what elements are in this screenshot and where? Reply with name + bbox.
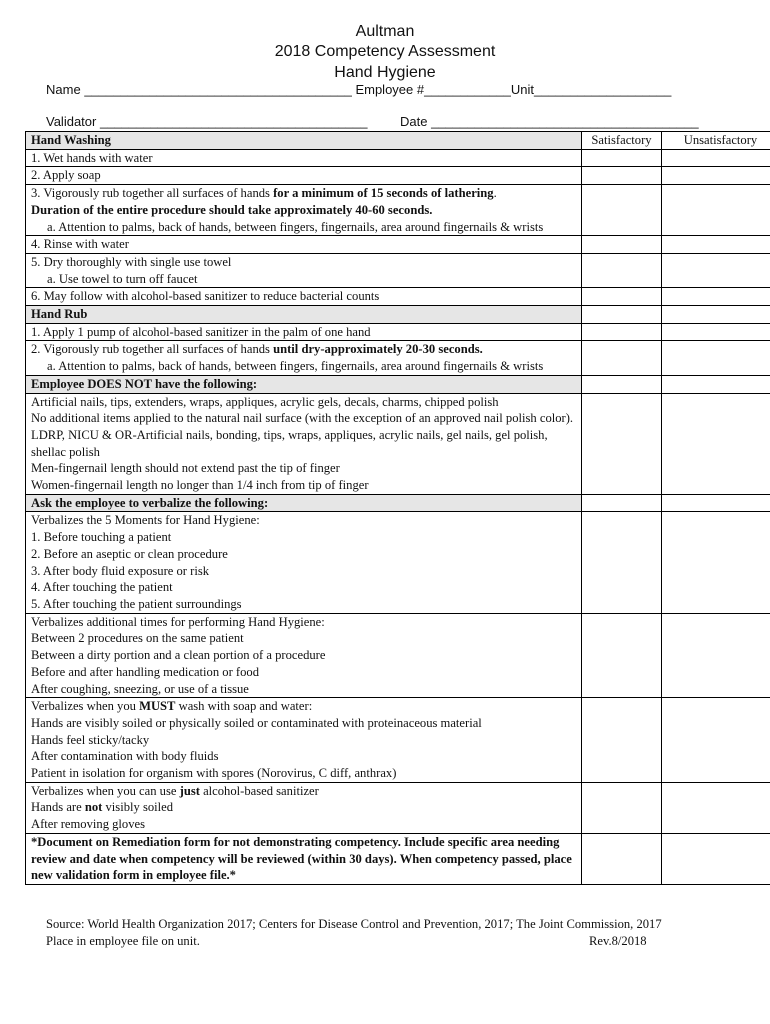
step-text: 1. Apply 1 pump of alcohol-based sanitizer in the palm of one hand <box>26 323 582 341</box>
satisfactory-cell[interactable] <box>582 185 662 236</box>
validator-field[interactable]: _____________________________________ <box>99 114 368 129</box>
table-row <box>26 393 770 494</box>
validator-row <box>46 114 699 129</box>
unit-label: Unit <box>510 82 534 97</box>
list-item: Between 2 procedures on the same patient <box>31 631 244 646</box>
file-instruction: Place in employee file on unit. <box>46 934 200 948</box>
list-item: Hands feel sticky/tacky <box>31 732 150 747</box>
list-item: 4. After touching the patient <box>31 580 173 595</box>
unsatisfactory-cell[interactable] <box>662 149 770 167</box>
moments-text <box>26 512 582 613</box>
table-row <box>26 323 770 341</box>
unsatisfactory-cell[interactable] <box>662 512 770 613</box>
step-text-part: . <box>493 186 497 201</box>
list-title: Verbalizes when you can use just alcohol-based sanitizer <box>31 783 319 798</box>
satisfactory-header: Satisfactory <box>582 132 662 150</box>
satisfactory-cell[interactable] <box>582 167 662 185</box>
unsatisfactory-cell[interactable] <box>662 236 770 254</box>
section-title: Employee DOES NOT have the following: <box>26 375 582 393</box>
table-row <box>26 341 770 375</box>
section-header-verbalize <box>26 494 770 512</box>
competency-table <box>25 131 770 885</box>
step-text: 2. Apply soap <box>26 167 582 185</box>
section-title: Ask the employee to verbalize the following: <box>26 494 582 512</box>
step-text-bold: Duration of the entire procedure should take approximately 40-60 seconds. <box>31 202 433 217</box>
step-text: 4. Rinse with water <box>26 236 582 254</box>
satisfactory-cell[interactable] <box>582 393 662 494</box>
step-text-bold: for a minimum of 15 seconds of lathering <box>273 186 494 201</box>
satisfactory-cell[interactable] <box>582 341 662 375</box>
list-item: No additional items applied to the natural nail surface (with the exception of an approved nail polish color). <box>31 411 574 426</box>
satisfactory-cell[interactable] <box>582 613 662 698</box>
step-subtext: a. Attention to palms, back of hands, between fingers, fingernails, area around fingernails & wrists <box>47 219 544 234</box>
section-title: Hand Washing <box>26 132 582 150</box>
requirements-text <box>26 393 582 494</box>
list-item: LDRP, NICU & OR-Artificial nails, bonding, tips, wraps, appliques, acrylic nails, gel nails, gel polish, shellac polish <box>31 427 548 459</box>
table-row <box>26 236 770 254</box>
satisfactory-cell[interactable] <box>582 323 662 341</box>
step-text-part: 3. Vigorously rub together all surfaces of hands <box>31 186 274 201</box>
step-text <box>26 341 582 375</box>
date-field[interactable]: _____________________________________ <box>431 114 699 129</box>
satisfactory-cell[interactable] <box>582 782 662 833</box>
table-row <box>26 613 770 698</box>
document-subtitle: Hand Hygiene <box>334 64 436 81</box>
list-item: 2. Before an aseptic or clean procedure <box>31 546 228 561</box>
list-title: Verbalizes the 5 Moments for Hand Hygiene: <box>31 513 260 528</box>
list-item: After contamination with body fluids <box>31 749 219 764</box>
list-item: 5. After touching the patient surroundings <box>31 596 242 611</box>
table-row <box>26 253 770 287</box>
table-row <box>26 782 770 833</box>
list-title: Verbalizes when you MUST wash with soap and water: <box>31 699 313 714</box>
unsatisfactory-cell[interactable] <box>662 782 770 833</box>
employee-field[interactable]: ____________ <box>424 82 511 97</box>
table-row <box>26 288 770 306</box>
unsatisfactory-cell[interactable] <box>662 833 770 884</box>
step-text <box>26 185 582 236</box>
list-item: Artificial nails, tips, extenders, wraps, appliques, acrylic gels, decals, charms, chipped polish <box>31 394 499 409</box>
list-item: Patient in isolation for organism with spores (Norovirus, C diff, anthrax) <box>31 766 397 781</box>
step-text: 1. Wet hands with water <box>26 149 582 167</box>
satisfactory-cell[interactable] <box>582 698 662 783</box>
step-text-bold: until dry-approximately 20-30 seconds. <box>273 342 483 357</box>
satisfactory-cell[interactable] <box>582 288 662 306</box>
list-item: Men-fingernail length should not extend past the tip of finger <box>31 461 340 476</box>
satisfactory-cell[interactable] <box>582 236 662 254</box>
list-item: 1. Before touching a patient <box>31 530 172 545</box>
unsatisfactory-cell[interactable] <box>662 341 770 375</box>
unsatisfactory-cell[interactable] <box>662 698 770 783</box>
list-item: After coughing, sneezing, or use of a tissue <box>31 681 249 696</box>
step-subtext: a. Use towel to turn off faucet <box>47 271 198 286</box>
sanitizer-text <box>26 782 582 833</box>
section-header-does-not <box>26 375 770 393</box>
name-field[interactable]: _____________________________________ <box>84 82 352 97</box>
remediation-note: *Document on Remediation form for not demonstrating competency. Include specific area needing review and date when competency will be reviewed (within 30 days). When competency passed, place new validation form in employee file.* <box>26 833 582 884</box>
table-row <box>26 185 770 236</box>
list-item: Hands are visibly soiled or physically soiled or contaminated with proteinaceous material <box>31 715 482 730</box>
soap-water-text <box>26 698 582 783</box>
list-item: Hands are not visibly soiled <box>31 800 174 815</box>
list-item: After removing gloves <box>31 817 146 832</box>
org-name: Aultman <box>355 23 415 40</box>
employee-label: Employee # <box>355 82 425 97</box>
section-title: Hand Rub <box>26 306 582 324</box>
table-row <box>26 149 770 167</box>
table-row <box>26 833 770 884</box>
unsatisfactory-cell[interactable] <box>662 393 770 494</box>
section-header-hand-rub <box>26 306 770 324</box>
satisfactory-cell[interactable] <box>582 833 662 884</box>
step-text: 6. May follow with alcohol-based sanitizer to reduce bacterial counts <box>26 288 582 306</box>
unsatisfactory-cell[interactable] <box>662 253 770 287</box>
unsatisfactory-cell[interactable] <box>662 613 770 698</box>
list-item: Before and after handling medication or food <box>31 664 260 679</box>
unsatisfactory-cell[interactable] <box>662 185 770 236</box>
section-header-hand-washing <box>26 132 770 150</box>
list-item: Between a dirty portion and a clean portion of a procedure <box>31 648 326 663</box>
document-title: 2018 Competency Assessment <box>274 43 496 60</box>
unsatisfactory-cell[interactable] <box>662 323 770 341</box>
list-item: 3. After body fluid exposure or risk <box>31 563 210 578</box>
step-text-part: 5. Dry thoroughly with single use towel <box>31 254 232 269</box>
step-subtext: a. Attention to palms, back of hands, between fingers, fingernails, area around fingernails & wrists <box>47 359 544 374</box>
satisfactory-cell[interactable] <box>582 149 662 167</box>
additional-times-text <box>26 613 582 698</box>
satisfactory-cell[interactable] <box>582 253 662 287</box>
source-citation: Source: World Health Organization 2017; Centers for Disease Control and Prevention, 2017; The Joint Commission, 2017 <box>46 917 662 931</box>
unit-field[interactable]: ___________________ <box>534 82 672 97</box>
table-row <box>26 698 770 783</box>
list-title: Verbalizes additional times for performing Hand Hygiene: <box>31 614 325 629</box>
step-text-part: 2. Vigorously rub together all surfaces of hands <box>31 342 274 357</box>
unsatisfactory-cell[interactable] <box>662 167 770 185</box>
date-label: Date <box>400 114 428 129</box>
list-item: Women-fingernail length no longer than 1/4 inch from tip of finger <box>31 478 369 493</box>
validator-label: Validator <box>46 114 97 129</box>
table-row <box>26 167 770 185</box>
unsatisfactory-cell[interactable] <box>662 288 770 306</box>
name-label: Name <box>46 82 81 97</box>
unsatisfactory-header: Unsatisfactory <box>662 132 770 150</box>
satisfactory-cell[interactable] <box>582 512 662 613</box>
revision-date: Rev.8/2018 <box>589 934 647 948</box>
name-row <box>46 82 671 97</box>
step-text <box>26 253 582 287</box>
table-row <box>26 512 770 613</box>
